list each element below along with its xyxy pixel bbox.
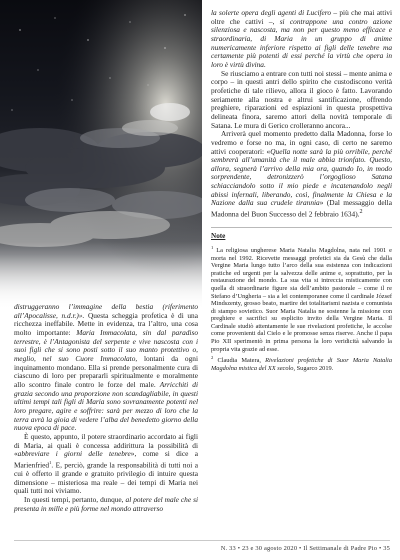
text: Arriverà quel momento predetto dalla Madonna, forse lo vedremo e forse no ma, in ogni caso, di certo ne saremo attivi cooperatori: « bbox=[211, 129, 392, 156]
footer-text: N. 33 • 23 e 30 agosto 2020 • Il Settimanale di Padre Pio • 35 bbox=[220, 545, 390, 552]
night-sky-photo bbox=[0, 0, 202, 310]
notes-title: Note bbox=[211, 232, 226, 241]
footnote-2 bbox=[211, 354, 392, 372]
right-text-column bbox=[211, 9, 392, 374]
text: – più che mai attivi oltre che cattivi –, bbox=[211, 8, 392, 26]
text: Questa scheggia profetica è di una ricchezza ineffabile. Mette in evidenza, tra l’altro, una cosa molto importante: bbox=[14, 310, 198, 337]
paragraph bbox=[211, 9, 392, 70]
italic-text: Arricchiti di grazia secondo una proporzione non scandagliabile, in questi ultimi tempi tali figli di Maria sono sovranamente potenti nel loro pregare, agire e soffrire: sarà per mezzo di loro che la terra avrà la gioia di vedere l’alba del benedetto giorno della nuova epoca di pace. bbox=[14, 379, 198, 433]
footer-divider bbox=[14, 540, 390, 541]
storm-clouds-image bbox=[0, 0, 202, 310]
footnote-number: 2 bbox=[211, 355, 214, 361]
footnotes bbox=[211, 244, 392, 373]
text: lontani da ogni inquinamento mondano. Ella si prende personalmente cura di ciascuno di loro per prepararli spiritualmente e moralmente allo scontro finale contro le forze del male. bbox=[14, 353, 198, 389]
footnote-text: Claudia Matera, bbox=[213, 357, 266, 365]
paragraph bbox=[211, 130, 392, 219]
text: In questi tempi, pertanto, dunque, bbox=[24, 494, 126, 504]
footnote-text: La religiosa ungherese Maria Natalia Magdolna, nata nel 1901 e morta nel 1992. Ricevette messaggi profetici sia da Gesù che dalla Vergine Maria lungo tutto l’arco della sua esistenza con indicazioni pratiche ed urgenti per la salvezza delle anime e, soprattutto, per la restaurazione del mondo. La sua vita si intreccia misticamente con quella di straordinarie figure sia dell’ambito pastorale – come il re Stefano d’Ungheria – sia a lei contemporanee come il cardinale József Mindszenty, grosso beato, martire dei totalitarismi nazista e comunista di stampo sovietico. Suor Maria Natalia ne sostenne la missione con preghiere e sacrifici su esplicito invito della Vergine Maria. Il Cardinale studiò attentamente le sue rivelazioni profetiche, le accolse come provenienti dal Cielo e le promosse senza riserve. Anche il papa Pio XII sperimentò in prima persona la loro veridicità salvando la propria vita grazie ad esse. bbox=[211, 246, 392, 353]
italic-text: Quella notte sarà la più orribile, perché sembrerà all’umanità che il male abbia trionfato. Questo, allora, segnerà l’arrivo della mia ora, quando Io, in modo sorprendente, detronizzerò l’orgoglioso Satana schiacciandolo sotto il mio piede e incatenandolo negli abissi infernali, liberando, così, finalmente la Chiesa e la Nazione dalla sua crudele tirannia bbox=[211, 146, 392, 208]
text: . E, perciò, grande la responsabilità di tutti noi a cui è offerto il grande e gratuito privilegio di intuire questa dimensione – misteriosa ma reale – dei tempi di Maria nei quali tutti noi viviamo. bbox=[14, 460, 198, 496]
paragraph bbox=[14, 303, 198, 433]
page-footer bbox=[0, 537, 400, 560]
italic-text: si contrappone una contro azione silenziosa e nascosta, ma non per questo meno efficace e straordinaria, di Maria in un gruppo di anime numericamente inferiore rispetto ai figli delle tenebre ma certamente più potenti di essi perché la virtù che opera in loro è virtù divina. bbox=[211, 16, 392, 69]
italic-text: abbreviare i giorni delle tenebre bbox=[17, 449, 131, 459]
notes-divider bbox=[211, 227, 392, 228]
book-title: Rivelazioni profetiche di Suor Maria Natalia Magdolna mistica del XX secolo bbox=[211, 357, 392, 372]
footnote-ref: 2 bbox=[359, 209, 363, 216]
text: », come si dice a Marienfried bbox=[14, 449, 198, 470]
footnote-1 bbox=[211, 244, 392, 353]
left-text-column bbox=[14, 303, 198, 513]
italic-text: al potere del male che si presenta in mille e più forme nel mondo attraverso bbox=[14, 494, 198, 513]
text: È questo, appunto, il potere straordinario accordato ai figli di Maria, ai quali è concessa addirittura la possibilità di « bbox=[14, 431, 198, 459]
paragraph bbox=[14, 496, 198, 513]
paragraph: Se riusciamo a entrare con tutti noi stessi – mente anima e corpo – in questi antri dello spirito che custodiscono verità profetiche di tale rilievo, allora il gioco è fatto. Lavorando seriamente alla nostra e altrui santificazione, offrendo preghiere, riparazioni ed espiazioni in questa prospettiva delineata finora, saremo attori della novità temporale di Satana. Le mura di Gerico crolleranno ancora... bbox=[211, 68, 392, 130]
text: » (Dal messaggio della Madonna del Buon Successo del 2 febbraio 1634). bbox=[211, 198, 392, 219]
footnote-ref: 1 bbox=[49, 459, 52, 465]
footnote-number: 1 bbox=[211, 244, 214, 250]
paragraph bbox=[14, 433, 198, 496]
footnote-text: , Sugarco 2019. bbox=[293, 364, 334, 372]
italic-text: Maria Immacolata, sin dal paradiso terrestre, è l’Antagonista del serpente e vive nascosta con i suoi figli che si sono posti sotto il suo manto protettivo o, meglio, nel suo Cuore Immacolato, bbox=[14, 327, 198, 363]
italic-text: la solerte opera degli agenti di Lucifero bbox=[211, 8, 332, 17]
italic-text: distruggeranno l’immagine della bestia (riferimento all’Apocalisse, n.d.r.)». bbox=[14, 302, 198, 320]
